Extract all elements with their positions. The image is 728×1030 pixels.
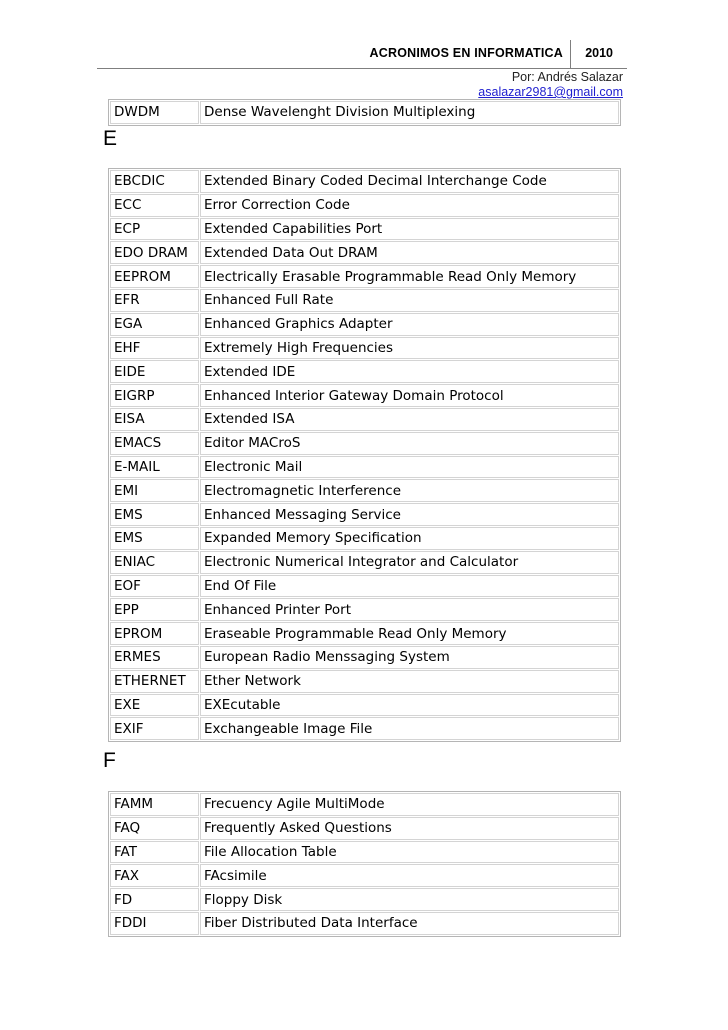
- table-row: [110, 817, 619, 840]
- meaning-cell: Electronic Numerical Integrator and Calculator: [200, 551, 619, 574]
- acronym-cell: FDDI: [110, 912, 199, 935]
- table-row: [110, 598, 619, 621]
- table-row: [110, 717, 619, 740]
- meaning-cell: End Of File: [200, 575, 619, 598]
- table-row: [110, 793, 619, 816]
- acronym-cell: DWDM: [110, 101, 199, 124]
- meaning-cell: Exchangeable Image File: [200, 717, 619, 740]
- meaning-cell: Extended Binary Coded Decimal Interchange Code: [200, 170, 619, 193]
- meaning-cell: Floppy Disk: [200, 888, 619, 911]
- table-row: [110, 694, 619, 717]
- meaning-cell: Frequently Asked Questions: [200, 817, 619, 840]
- acronym-cell: ECC: [110, 194, 199, 217]
- acronym-cell: EMACS: [110, 432, 199, 455]
- table-row: [110, 289, 619, 312]
- document-year: 2010: [585, 46, 613, 60]
- header-divider: [570, 40, 571, 68]
- meaning-cell: Frecuency Agile MultiMode: [200, 793, 619, 816]
- acronym-cell: EMI: [110, 479, 199, 502]
- acronym-cell: FAT: [110, 841, 199, 864]
- meaning-cell: Editor MACroS: [200, 432, 619, 455]
- table-row: [110, 265, 619, 288]
- table-row: [110, 194, 619, 217]
- meaning-cell: Expanded Memory Specification: [200, 527, 619, 550]
- acronym-table-e: [108, 168, 621, 742]
- acronym-cell: EOF: [110, 575, 199, 598]
- table-row: [110, 408, 619, 431]
- meaning-cell: Extended ISA: [200, 408, 619, 431]
- table-row: [110, 551, 619, 574]
- acronym-cell: EGA: [110, 313, 199, 336]
- header-title-bar: [97, 40, 627, 69]
- acronym-cell: FAQ: [110, 817, 199, 840]
- acronym-cell: EISA: [110, 408, 199, 431]
- acronym-cell: ECP: [110, 218, 199, 241]
- acronym-cell: ETHERNET: [110, 670, 199, 693]
- table-row: [110, 218, 619, 241]
- meaning-cell: Electronic Mail: [200, 456, 619, 479]
- meaning-cell: Enhanced Interior Gateway Domain Protocol: [200, 384, 619, 407]
- table-row: [110, 841, 619, 864]
- meaning-cell: Enhanced Full Rate: [200, 289, 619, 312]
- table-row: [110, 479, 619, 502]
- meaning-cell: Ether Network: [200, 670, 619, 693]
- table-row: [110, 337, 619, 360]
- meaning-cell: European Radio Menssaging System: [200, 646, 619, 669]
- meaning-cell: Enhanced Messaging Service: [200, 503, 619, 526]
- meaning-cell: Dense Wavelenght Division Multiplexing: [200, 101, 619, 124]
- table-row: [110, 432, 619, 455]
- table-row: [110, 170, 619, 193]
- acronym-cell: ENIAC: [110, 551, 199, 574]
- table-row: [110, 575, 619, 598]
- acronym-cell: FD: [110, 888, 199, 911]
- table-row: [110, 527, 619, 550]
- page-header: [97, 40, 627, 99]
- table-row: [110, 101, 619, 124]
- meaning-cell: Error Correction Code: [200, 194, 619, 217]
- meaning-cell: EXEcutable: [200, 694, 619, 717]
- table-row: [110, 912, 619, 935]
- document-title: ACRONIMOS EN INFORMATICA: [369, 46, 563, 60]
- meaning-cell: Extremely High Frequencies: [200, 337, 619, 360]
- table-row: [110, 864, 619, 887]
- acronym-cell: EPROM: [110, 622, 199, 645]
- table-row: [110, 241, 619, 264]
- meaning-cell: Extended Capabilities Port: [200, 218, 619, 241]
- table-row: [110, 503, 619, 526]
- meaning-cell: Fiber Distributed Data Interface: [200, 912, 619, 935]
- meaning-cell: FAcsimile: [200, 864, 619, 887]
- table-row: [110, 384, 619, 407]
- table-row: [110, 670, 619, 693]
- acronym-cell: ERMES: [110, 646, 199, 669]
- meaning-cell: Enhanced Graphics Adapter: [200, 313, 619, 336]
- table-row: [110, 313, 619, 336]
- meaning-cell: Extended Data Out DRAM: [200, 241, 619, 264]
- acronym-cell: EMS: [110, 527, 199, 550]
- meaning-cell: Extended IDE: [200, 360, 619, 383]
- acronym-cell: EPP: [110, 598, 199, 621]
- section-letter-f: F: [103, 749, 116, 772]
- table-row: [110, 888, 619, 911]
- acronym-cell: EIGRP: [110, 384, 199, 407]
- section-letter-e: E: [103, 127, 118, 150]
- author-line: Por: Andrés Salazar: [511, 70, 623, 84]
- acronym-cell: EEPROM: [110, 265, 199, 288]
- table-row: [110, 360, 619, 383]
- acronym-cell: EBCDIC: [110, 170, 199, 193]
- acronym-table-d: [108, 99, 621, 126]
- table-row: [110, 622, 619, 645]
- acronym-cell: EIDE: [110, 360, 199, 383]
- acronym-cell: EHF: [110, 337, 199, 360]
- acronym-cell: EXIF: [110, 717, 199, 740]
- acronym-cell: EDO DRAM: [110, 241, 199, 264]
- meaning-cell: Enhanced Printer Port: [200, 598, 619, 621]
- meaning-cell: File Allocation Table: [200, 841, 619, 864]
- acronym-cell: FAX: [110, 864, 199, 887]
- acronym-cell: EMS: [110, 503, 199, 526]
- meaning-cell: Eraseable Programmable Read Only Memory: [200, 622, 619, 645]
- acronym-cell: E-MAIL: [110, 456, 199, 479]
- acronym-cell: EXE: [110, 694, 199, 717]
- acronym-table-f: [108, 791, 621, 937]
- meaning-cell: Electrically Erasable Programmable Read Only Memory: [200, 265, 619, 288]
- meaning-cell: Electromagnetic Interference: [200, 479, 619, 502]
- acronym-cell: FAMM: [110, 793, 199, 816]
- acronym-cell: EFR: [110, 289, 199, 312]
- author-email-link[interactable]: asalazar2981@gmail.com: [478, 85, 623, 99]
- table-row: [110, 456, 619, 479]
- table-row: [110, 646, 619, 669]
